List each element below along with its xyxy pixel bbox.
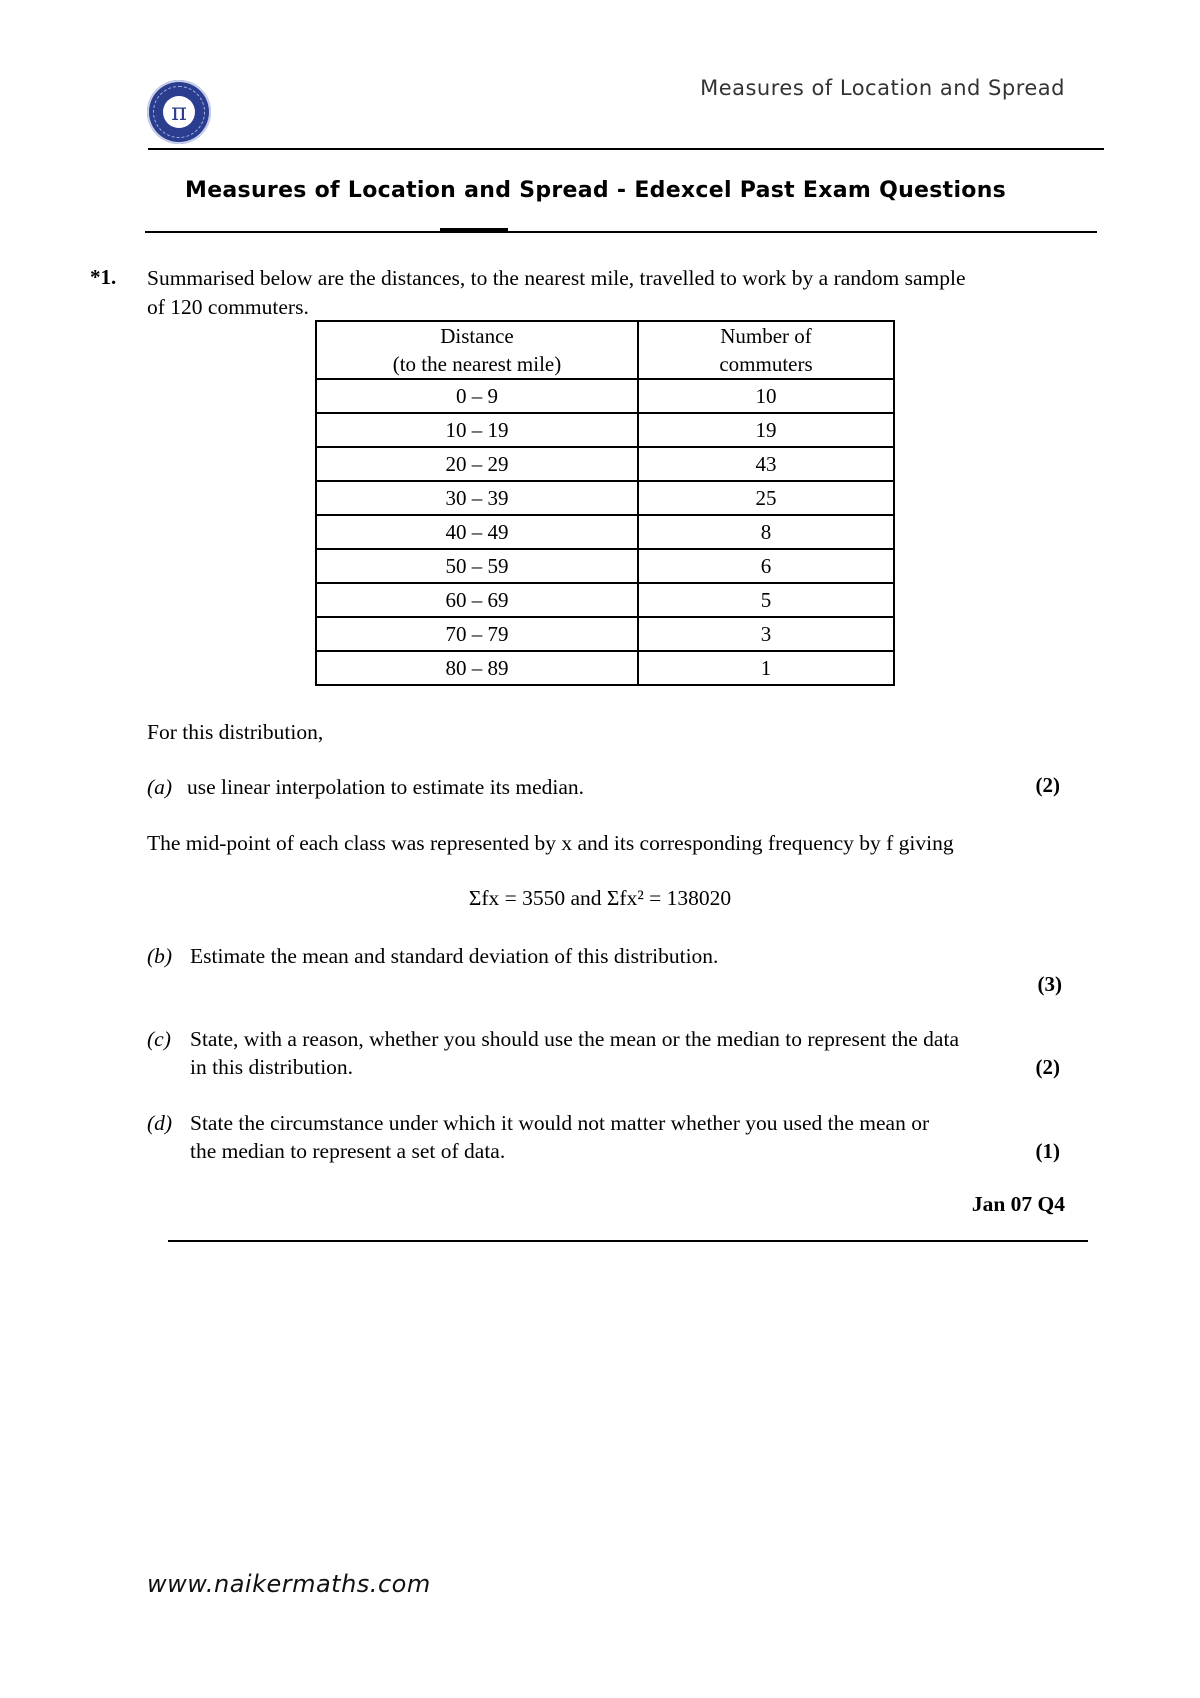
part-d-label: (d) <box>147 1111 173 1135</box>
footer-website: www.naikermaths.com <box>147 1570 431 1598</box>
part-d-marks: (1) <box>1035 1139 1060 1163</box>
table-row <box>316 481 894 515</box>
summary-formula: Σfx = 3550 and Σfx² = 138020 <box>468 886 732 910</box>
table-row <box>316 447 894 481</box>
header-divider <box>148 148 1104 150</box>
part-a-marks: (2) <box>1035 773 1060 797</box>
title-divider-accent <box>440 228 508 231</box>
table-row <box>316 651 894 685</box>
table-header-row <box>316 321 894 379</box>
commuters-cell: 8 <box>638 515 894 549</box>
distance-cell: 70 – 79 <box>316 617 638 651</box>
title-divider <box>145 231 1097 233</box>
for-this-distribution: For this distribution, <box>147 720 324 744</box>
question-intro-line1: Summarised below are the distances, to the nearest mile, travelled to work by a random sample <box>147 266 966 290</box>
distance-cell: 10 – 19 <box>316 413 638 447</box>
question-end-divider <box>168 1240 1088 1242</box>
distance-cell: 60 – 69 <box>316 583 638 617</box>
commuters-cell: 10 <box>638 379 894 413</box>
distance-cell: 0 – 9 <box>316 379 638 413</box>
commuters-cell: 43 <box>638 447 894 481</box>
part-c-marks: (2) <box>1035 1055 1060 1079</box>
pi-icon: π <box>163 96 195 128</box>
distance-cell: 80 – 89 <box>316 651 638 685</box>
part-d-line1: State the circumstance under which it would not matter whether you used the mean or <box>190 1111 930 1135</box>
table-row <box>316 617 894 651</box>
part-b-text: Estimate the mean and standard deviation of this distribution. <box>190 944 719 968</box>
distance-frequency-table <box>315 320 895 686</box>
table-row <box>316 413 894 447</box>
part-d-line2: the median to represent a set of data. <box>190 1139 506 1163</box>
distance-cell: 20 – 29 <box>316 447 638 481</box>
distance-cell: 50 – 59 <box>316 549 638 583</box>
part-c-label: (c) <box>147 1027 171 1051</box>
table-row <box>316 583 894 617</box>
table-row <box>316 379 894 413</box>
table-row <box>316 515 894 549</box>
part-c-line2: in this distribution. <box>190 1055 354 1079</box>
commuters-cell: 3 <box>638 617 894 651</box>
commuters-cell: 6 <box>638 549 894 583</box>
column-header-distance: Distance (to the nearest mile) <box>316 321 638 379</box>
commuters-cell: 19 <box>638 413 894 447</box>
midpoint-statement: The mid-point of each class was represented by x and its corresponding frequency by f giving <box>147 831 954 855</box>
page-title: Measures of Location and Spread - Edexcel Past Exam Questions <box>185 178 1007 203</box>
column-header-commuters: Number of commuters <box>638 321 894 379</box>
commuters-cell: 1 <box>638 651 894 685</box>
commuters-cell: 5 <box>638 583 894 617</box>
part-a-text: use linear interpolation to estimate its median. <box>187 775 585 799</box>
question-intro-line2: of 120 commuters. <box>147 295 309 319</box>
distance-cell: 30 – 39 <box>316 481 638 515</box>
distance-cell: 40 – 49 <box>316 515 638 549</box>
part-c-line1: State, with a reason, whether you should use the mean or the median to represent the data <box>190 1027 959 1051</box>
question-number: *1. <box>90 265 117 289</box>
exam-reference: Jan 07 Q4 <box>971 1192 1065 1216</box>
naikermaths-logo <box>147 80 211 144</box>
part-b-marks: (3) <box>1037 972 1062 996</box>
part-b-label: (b) <box>147 944 173 968</box>
table-row <box>316 549 894 583</box>
part-a-label: (a) <box>147 775 173 799</box>
running-header-title: Measures of Location and Spread <box>700 76 1065 100</box>
commuters-cell: 25 <box>638 481 894 515</box>
